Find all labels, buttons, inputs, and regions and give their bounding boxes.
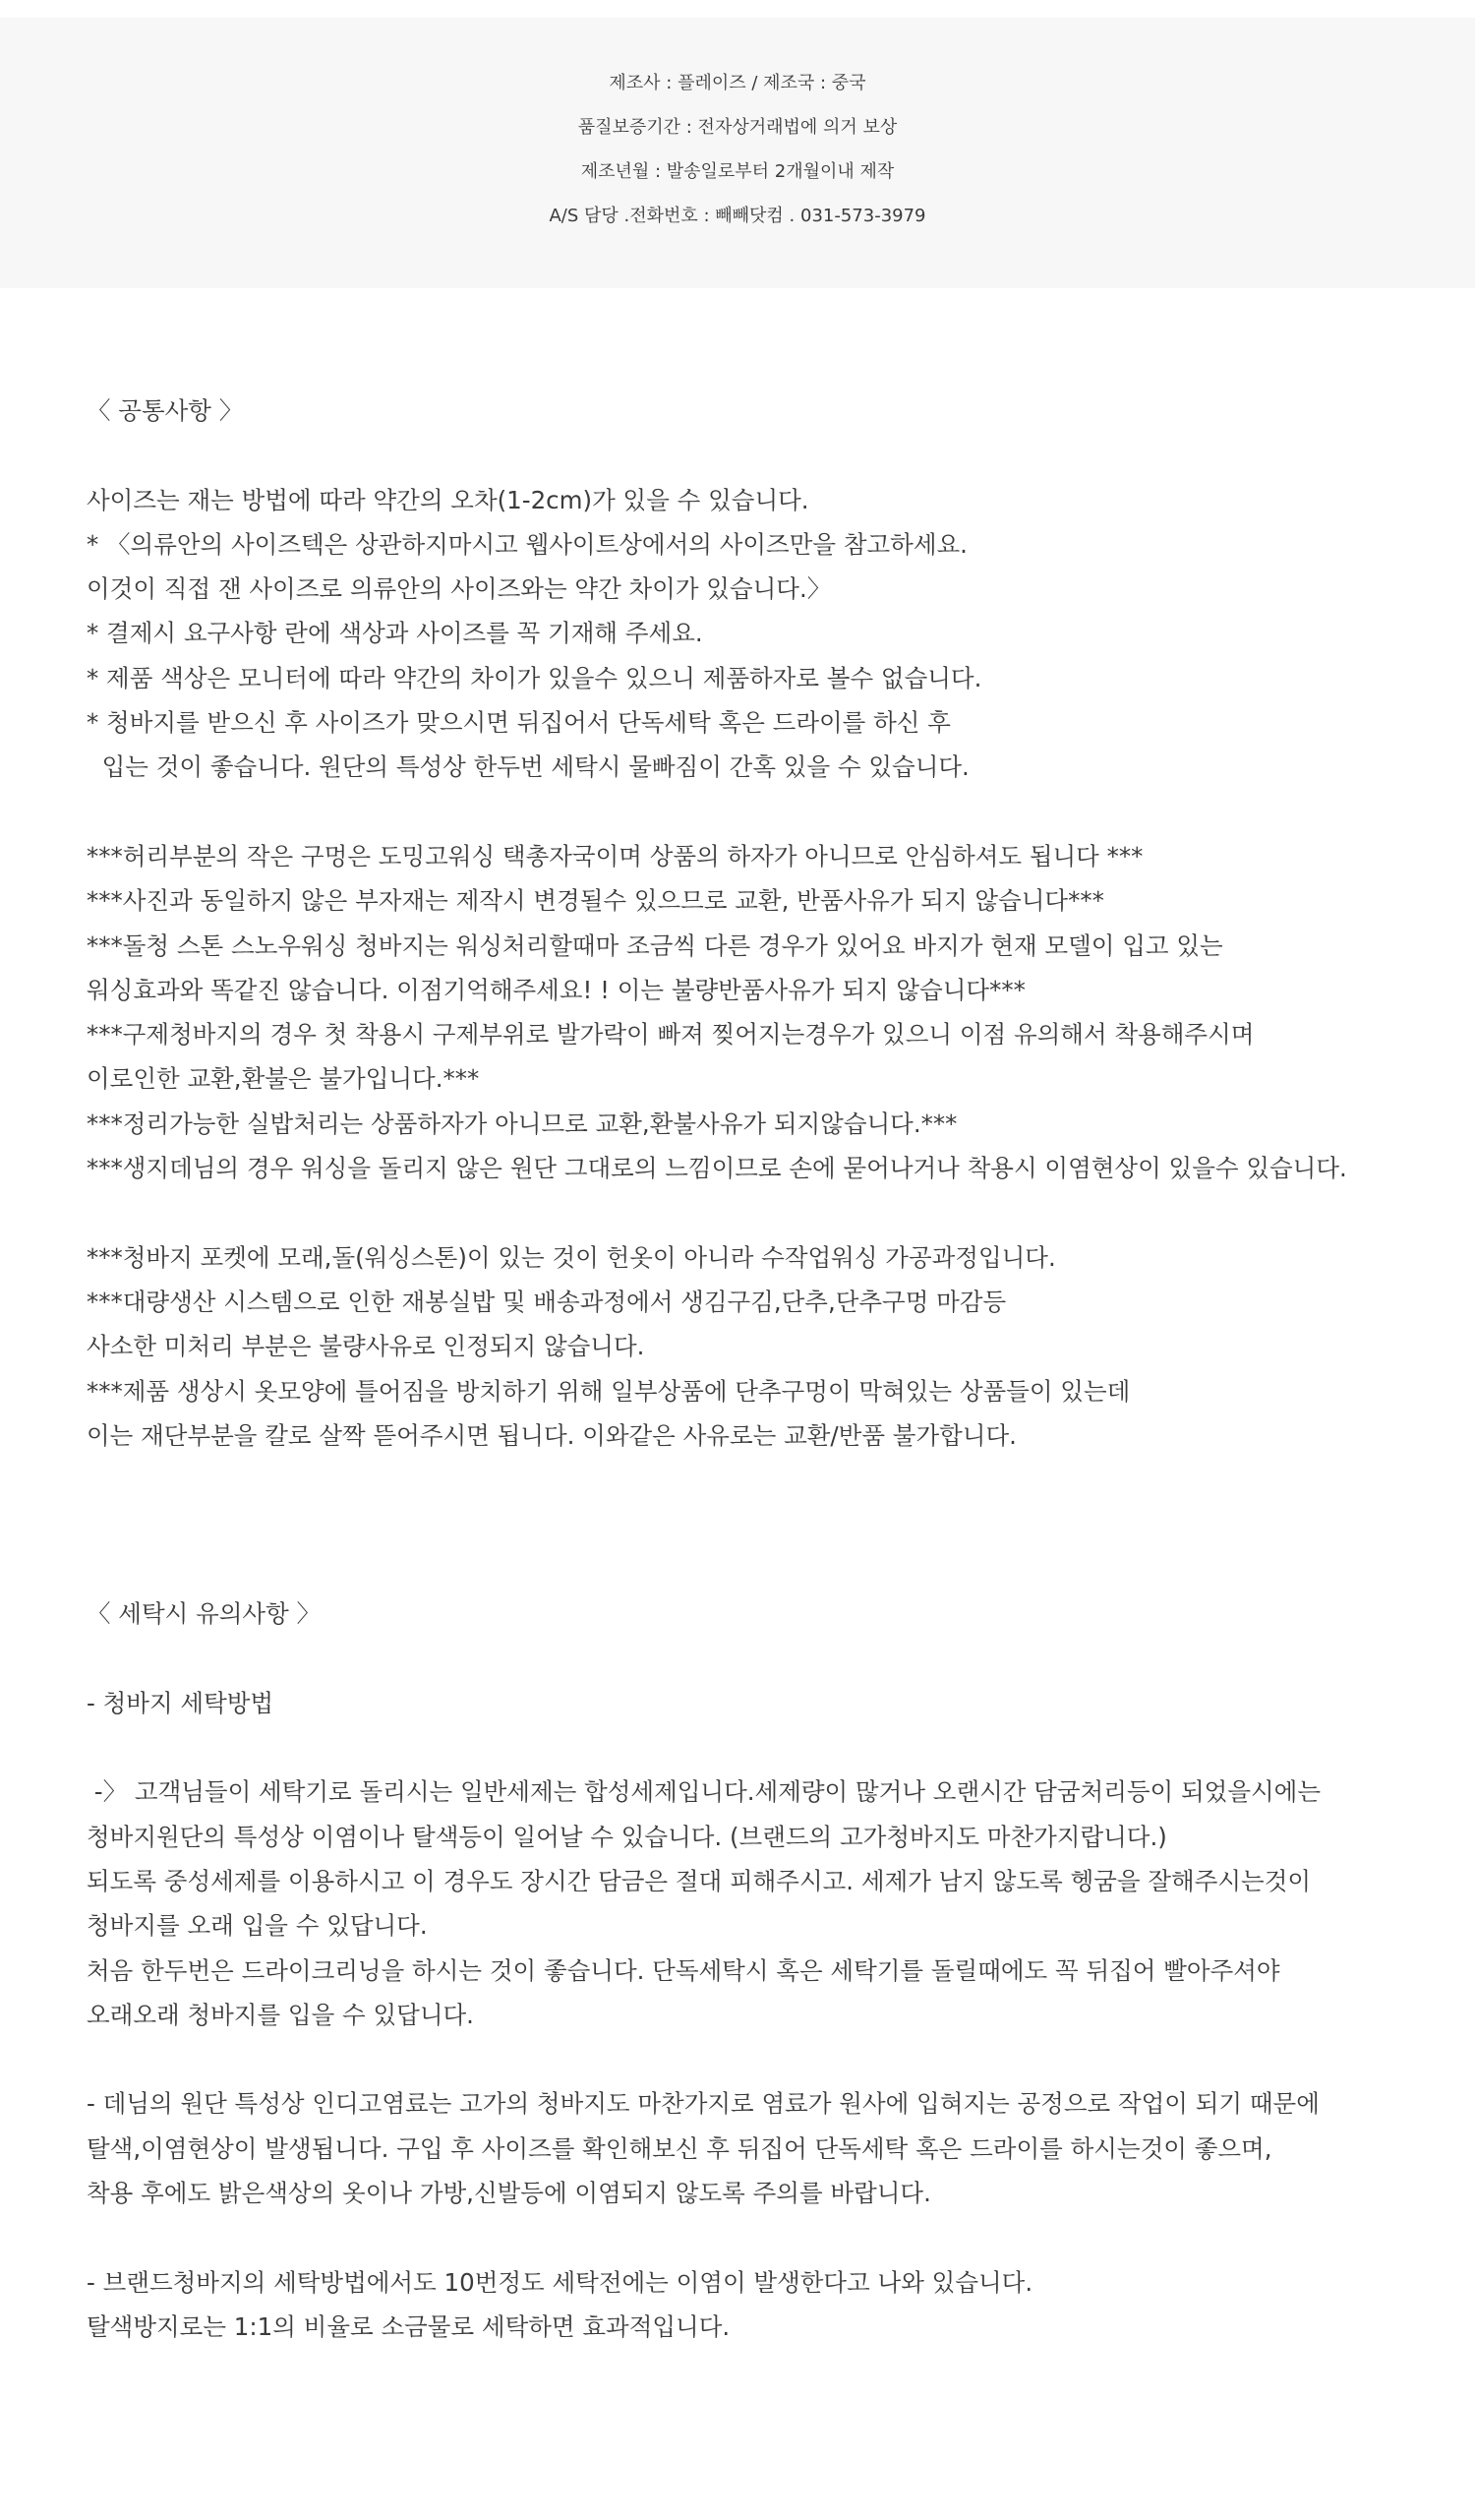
- spacer: [87, 1725, 1444, 1770]
- washing-method-subheading: - 청바지 세탁방법: [87, 1688, 274, 1717]
- notice-line: - 데님의 원단 특성상 인디고염료는 고가의 청바지도 마찬가지로 염료가 원사에 입혀지는 공정으로 작업이 되기 때문에: [87, 2089, 1320, 2119]
- notice-line: 입는 것이 좋습니다. 원단의 특성상 한두번 세탁시 물빠짐이 간혹 있을 수 있습니다.: [87, 752, 970, 782]
- notice-line: -〉 고객님들이 세탁기로 돌리시는 일반세제는 합성세제입니다.세제량이 많거나 오랜시간 담굼처리등이 되었을시에는: [87, 1777, 1322, 1807]
- spacer: [87, 1190, 1444, 1234]
- washing-notes-heading: 〈 세탁시 유의사항 〉: [87, 1599, 322, 1629]
- defect-notes: [87, 834, 1444, 1190]
- spacer: [87, 2215, 1444, 2259]
- indigo-dye-notes: [87, 2081, 1444, 2215]
- manufacture-date-line: 제조년월 : 발송일로부터 2개월이내 제작: [580, 161, 895, 182]
- notice-line: ***사진과 동일하지 않은 부자재는 제작시 변경될수 있으므로 교환, 반품사유가 되지 않습니다***: [87, 886, 1104, 916]
- notice-line: ***청바지 포켓에 모래,돌(워싱스톤)이 있는 것이 헌옷이 아니라 수작업워싱 가공과정입니다.: [87, 1242, 1056, 1272]
- size-notes: [87, 478, 1444, 790]
- manufacturer-line: 제조사 : 플레이즈 / 제조국 : 중국: [609, 73, 866, 93]
- notice-line: * 제품 색상은 모니터에 따라 약간의 차이가 있을수 있으니 제품하자로 볼수 없습니다.: [87, 663, 982, 692]
- notice-line: - 브랜드청바지의 세탁방법에서도 10번정도 세탁전에는 이염이 발생한다고 나와 있습니다.: [87, 2267, 1033, 2297]
- notice-line: 이로인한 교환,환불은 불가입니다.***: [87, 1064, 480, 1094]
- notice-line: ***정리가능한 실밥처리는 상품하자가 아니므로 교환,환불사유가 되지않습니다.***: [87, 1109, 958, 1138]
- spacer: [87, 1458, 1444, 1591]
- brand-washing-notes: [87, 2260, 1444, 2350]
- notice-line: 탈색방지로는 1:1의 비율로 소금물로 세탁하면 효과적입니다.: [87, 2311, 731, 2341]
- notice-line: 처음 한두번은 드라이크리닝을 하시는 것이 좋습니다. 단독세탁시 혹은 세탁기를 돌릴때에도 꼭 뒤집어 빨아주셔야: [87, 1955, 1280, 1985]
- common-notes-section: [87, 389, 1444, 1458]
- notice-line: ***제품 생상시 옷모양에 틀어짐을 방치하기 위해 일부상품에 단추구멍이 막혀있는 상품들이 있는데: [87, 1376, 1131, 1406]
- washing-notes-section: [87, 1591, 1444, 2349]
- notice-line: 청바지를 오래 입을 수 있답니다.: [87, 1911, 428, 1941]
- notice-line: 오래오래 청바지를 입을 수 있답니다.: [87, 2000, 474, 2029]
- notice-line: ***생지데님의 경우 워싱을 돌리지 않은 원단 그대로의 느낌이므로 손에 묻어나거나 착용시 이염현상이 있을수 있습니다.: [87, 1154, 1347, 1183]
- notice-line: * 〈의류안의 사이즈텍은 상관하지마시고 웹사이트상에서의 사이즈만을 참고하세요.: [87, 529, 968, 559]
- notice-line: ***구제청바지의 경우 첫 착용시 구제부위로 발가락이 빠져 찢어지는경우가 있으니 이점 유의해서 착용해주시며: [87, 1020, 1255, 1050]
- spacer: [87, 433, 1444, 477]
- notice-line: 사이즈는 재는 방법에 따라 약간의 오차(1-2cm)가 있을 수 있습니다.: [87, 485, 809, 514]
- notice-line: 탈색,이염현상이 발생됩니다. 구입 후 사이즈를 확인해보신 후 뒤집어 단독세탁 혹은 드라이를 하시는것이 좋으며,: [87, 2133, 1272, 2163]
- detergent-notes: [87, 1770, 1444, 2037]
- notice-line: * 결제시 요구사항 란에 색상과 사이즈를 꼭 기재해 주세요.: [87, 619, 703, 648]
- notice-line: 청바지원단의 특성상 이염이나 탈색등이 일어날 수 있습니다. (브랜드의 고가청바지도 마찬가지랍니다.): [87, 1822, 1167, 1851]
- as-contact-line: A/S 담당 .전화번호 : 빼빼닷컴 . 031-573-3979: [549, 206, 926, 226]
- notice-line: 되도록 중성세제를 이용하시고 이 경우도 장시간 담금은 절대 피해주시고. 세제가 남지 않도록 헹굼을 잘해주시는것이: [87, 1866, 1312, 1895]
- product-info-list: [0, 61, 1475, 238]
- process-notes: [87, 1235, 1444, 1458]
- notice-line: 워싱효과와 똑같진 않습니다. 이점기억해주세요! ! 이는 불량반품사유가 되지 않습니다***: [87, 975, 1026, 1004]
- notice-content: [87, 389, 1444, 2349]
- common-notes-heading: 〈 공통사항 〉: [87, 396, 244, 425]
- notice-line: ***허리부분의 작은 구멍은 도밍고워싱 택총자국이며 상품의 하자가 아니므로 안심하셔도 됩니다 ***: [87, 841, 1144, 870]
- notice-line: ***대량생산 시스템으로 인한 재봉실밥 및 배송과정에서 생김구김,단추,단추구멍 마감등: [87, 1287, 1007, 1316]
- warranty-line: 품질보증기간 : 전자상거래법에 의거 보상: [577, 117, 898, 138]
- spacer: [87, 1636, 1444, 1680]
- notice-line: 사소한 미처리 부분은 불량사유로 인정되지 않습니다.: [87, 1332, 645, 1361]
- notice-line: ***돌청 스톤 스노우워싱 청바지는 워싱처리할때마 조금씩 다른 경우가 있어요 바지가 현재 모델이 입고 있는: [87, 930, 1223, 960]
- spacer: [87, 790, 1444, 834]
- notice-line: 착용 후에도 밝은색상의 옷이나 가방,신발등에 이염되지 않도록 주의를 바랍니다.: [87, 2178, 931, 2207]
- notice-line: 이것이 직접 잰 사이즈로 의류안의 사이즈와는 약간 차이가 있습니다.〉: [87, 574, 832, 604]
- notice-line: * 청바지를 받으신 후 사이즈가 맞으시면 뒤집어서 단독세탁 혹은 드라이를 하신 후: [87, 708, 951, 738]
- spacer: [87, 2037, 1444, 2081]
- notice-line: 이는 재단부분을 칼로 살짝 뜯어주시면 됩니다. 이와같은 사유로는 교환/반품 불가합니다.: [87, 1420, 1017, 1450]
